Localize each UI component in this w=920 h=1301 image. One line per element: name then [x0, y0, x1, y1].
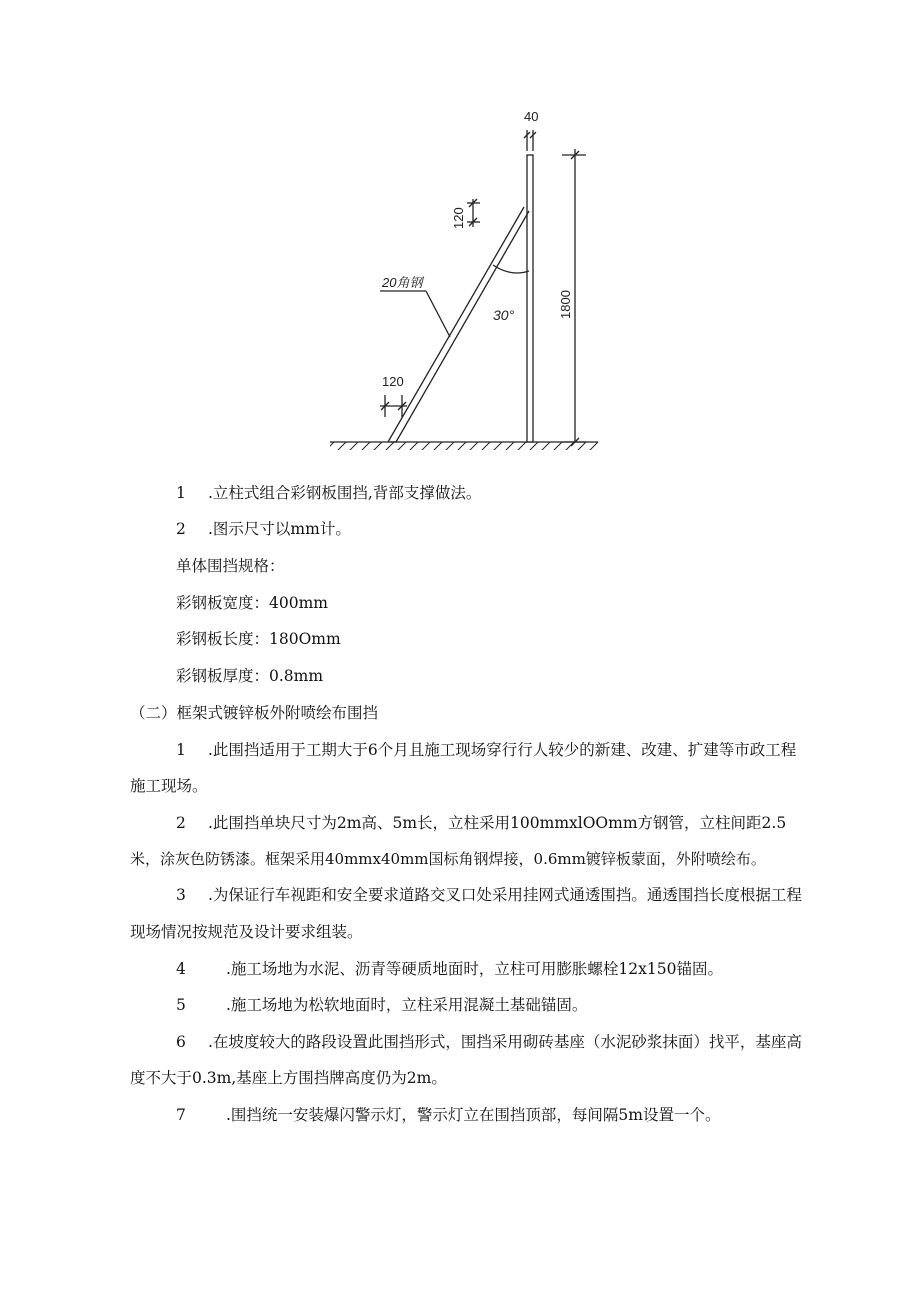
- spec-title: 单体围挡规格：: [176, 557, 285, 575]
- item-number: 5: [176, 996, 186, 1014]
- item-number: 3: [176, 886, 186, 904]
- item-1-cont: 施工现场。: [130, 777, 208, 795]
- note-number: 1: [176, 484, 186, 502]
- item-3-cont: 现场情况按规范及设计要求组装。: [130, 923, 363, 941]
- note-2: [176, 519, 351, 539]
- spec-length: 彩钢板长度：180Omm: [176, 630, 341, 648]
- angle-label: 30°: [493, 307, 515, 323]
- item-text: .此围挡单块尺寸为2m高、5m长，立柱采用100mmxlOOmm方钢管，立柱间距2.5: [208, 814, 787, 832]
- item-text: .在坡度较大的路段设置此围挡形式，围挡采用砌砖基座（水泥砂浆抹面）找平，基座高: [208, 1033, 802, 1051]
- item-1: [176, 740, 796, 760]
- item-text: .施工场地为松软地面时，立柱采用混凝土基础锚固。: [226, 996, 588, 1014]
- note-text: .图示尺寸以mm计。: [208, 520, 351, 538]
- item-number: 4: [176, 960, 186, 978]
- item-5: [176, 995, 587, 1015]
- item-number: 1: [176, 741, 186, 759]
- item-number: 7: [176, 1106, 186, 1124]
- item-4: [176, 959, 723, 979]
- dim-upper-offset: 120: [451, 207, 466, 229]
- item-number: 2: [176, 814, 186, 832]
- item-6: [176, 1032, 802, 1052]
- dim-height: 1800: [558, 290, 573, 319]
- note-text: .立柱式组合彩钢板围挡,背部支撑做法。: [208, 484, 482, 502]
- item-7: [176, 1105, 721, 1125]
- item-number: 6: [176, 1033, 186, 1051]
- item-6-cont: 度不大于0.3m,基座上方围挡牌高度仍为2m。: [130, 1069, 447, 1087]
- dim-bottom-offset: 120: [382, 374, 404, 389]
- dim-top-width: 40: [524, 109, 539, 124]
- item-2: [176, 813, 786, 833]
- brace-label: 20角钢: [382, 275, 423, 290]
- note-1: [176, 483, 481, 503]
- spec-width: 彩钢板宽度：400mm: [176, 594, 328, 612]
- item-text: .为保证行车视距和安全要求道路交叉口处采用挂网式通透围挡。通透围挡长度根据工程: [208, 886, 802, 904]
- note-number: 2: [176, 520, 186, 538]
- spec-thickness: 彩钢板厚度：0.8mm: [176, 667, 324, 685]
- section-heading: （二）框架式镀锌板外附喷绘布围挡: [130, 704, 379, 722]
- item-2-cont: 米，涂灰色防锈漆。框架采用40mmx40mm国标角钢焊接，0.6mm镀锌板蒙面，外附喷绘布。: [130, 850, 766, 868]
- item-3: [176, 885, 802, 905]
- item-text: .此围挡适用于工期大于6个月且施工现场穿行行人较少的新建、改建、扩建等市政工程: [208, 741, 797, 759]
- item-text: .施工场地为水泥、沥青等硬质地面时，立柱可用膨胀螺栓12x150锚固。: [226, 960, 723, 978]
- fence-support-diagram: [330, 105, 600, 450]
- item-text: .围挡统一安装爆闪警示灯，警示灯立在围挡顶部，每间隔5m设置一个。: [226, 1106, 721, 1124]
